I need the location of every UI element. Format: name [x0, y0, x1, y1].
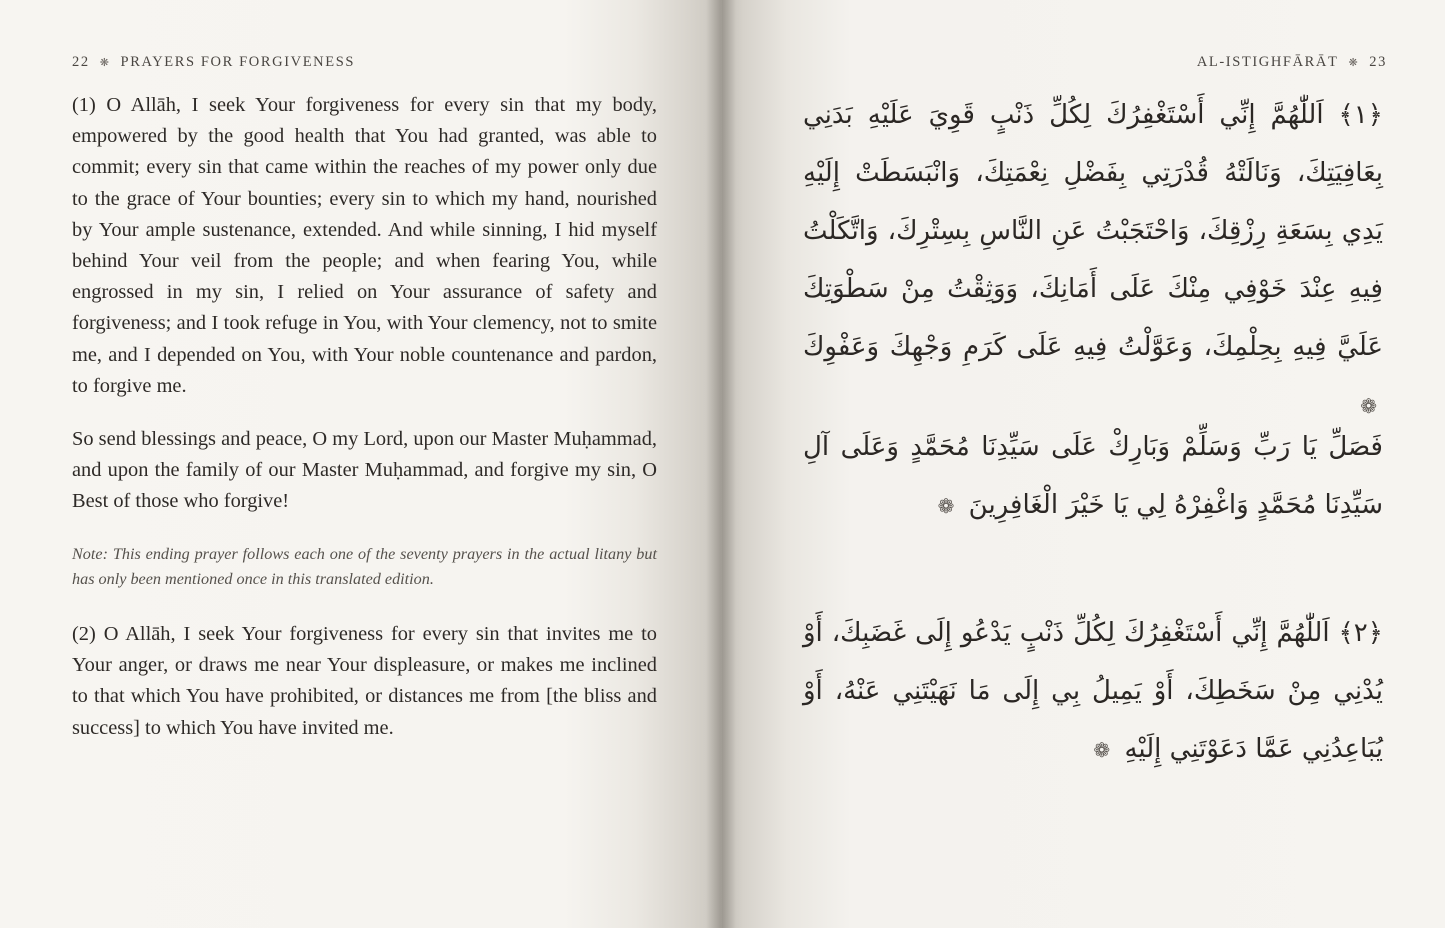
right-header-separator: ❋ — [1348, 57, 1360, 69]
left-header-separator: ❋ — [99, 57, 111, 69]
translator-note: Note: This ending prayer follows each one of the seventy prayers in the actual litany but has only been mentioned once in this translated edition. — [72, 545, 657, 588]
right-page — [722, 0, 1445, 928]
right-page-number: 23 — [1369, 54, 1387, 70]
arabic-salutation-text: فَصَلِّ يَا رَبِّ وَسَلِّمْ وَبَارِكْ عَلَى سَيِّدِنَا مُحَمَّدٍ وَعَلَى آلِ سَيِّدِنَا مُحَمَّدٍ وَاغْفِرْهُ لِي يَا خَيْرَ الْغَافِرِينَ — [803, 432, 1383, 520]
book-gutter — [706, 0, 736, 928]
arabic-prayer-2-text: ﴿٢﴾ اَللّٰهُمَّ إِنِّي أَسْتَغْفِرُكَ لِكُلِّ ذَنْبٍ يَدْعُو إِلَى غَضَبِكَ، أَوْ يُدْنِي مِنْ سَخَطِكَ، أَوْ يَمِيلُ بِي إِلَى مَا نَهَيْتَنِي عَنْهُ، أَوْ يُبَاعِدُنِي عَمَّا دَعَوْتَنِي إِلَيْهِ — [803, 618, 1383, 764]
right-running-head — [1197, 54, 1387, 71]
verse-end-ornament-icon: ❁ — [1093, 738, 1111, 762]
english-paragraph-1: (1) O Allāh, I seek Your forgiveness for every sin that my body, empowered by the good health that You had granted, was able to commit; every sin that came within the reaches of my power only due to the grace of Your bounties; every sin to which my hand, nourished by Your ample sustenance, extended. And while sinning, I hid myself behind Your veil from the people; and when fearing You, while engrossed in my sin, I relied on Your assurance of safety and forgiveness; and I took refuge in You, with Your clemency, not to smite me, and I depended on You, with Your noble countenance and pardon, to forgive me. — [72, 94, 657, 397]
english-paragraph-3: (2) O Allāh, I seek Your forgiveness for every sin that invites me to Your anger, or draws me near Your displeasure, or makes me inclined to that which You have prohibited, or distances me from [the bliss and success] to which You have invited me. — [72, 623, 657, 739]
verse-end-ornament-icon: ❁ — [1360, 394, 1377, 418]
english-paragraph-2: So send blessings and peace, O my Lord, upon our Master Muḥammad, and upon the family of our Master Muḥammad, and forgive my sin, O Best of those who forgive! — [72, 428, 657, 513]
verse-end-ornament-icon: ❁ — [937, 494, 955, 518]
left-page — [0, 0, 722, 928]
arabic-prayer-2 — [803, 604, 1383, 779]
right-running-title: AL-ISTIGHFĀRĀT — [1196, 54, 1339, 70]
left-page-number: 22 — [72, 54, 90, 70]
left-running-head — [72, 54, 355, 71]
arabic-prayer-1 — [803, 86, 1383, 435]
arabic-prayer-1-text: ﴿١﴾ اَللّٰهُمَّ إِنِّي أَسْتَغْفِرُكَ لِكُلِّ ذَنْبٍ قَوِيَ عَلَيْهِ بَدَنِي بِعَافِيَتِكَ، وَنَالَتْهُ قُدْرَتِي بِفَضْلِ نِعْمَتِكَ، وَانْبَسَطَتْ إِلَيْهِ يَدِي بِسَعَةِ رِزْقِكَ، وَاحْتَجَبْتُ عَنِ النَّاسِ بِسِتْرِكَ، وَاتَّكَلْتُ فِيهِ عِنْدَ خَوْفِي مِنْكَ عَلَى أَمَانِكَ، وَوَثِقْتُ مِنْ سَطْوَتِكَ عَلَيَّ فِيهِ بِحِلْمِكَ، وَعَوَّلْتُ فِيهِ عَلَى كَرَمِ وَجْهِكَ وَعَفْوِكَ — [803, 100, 1383, 362]
arabic-salutation — [803, 418, 1383, 535]
left-running-title: PRAYERS FOR FORGIVENESS — [120, 54, 356, 70]
